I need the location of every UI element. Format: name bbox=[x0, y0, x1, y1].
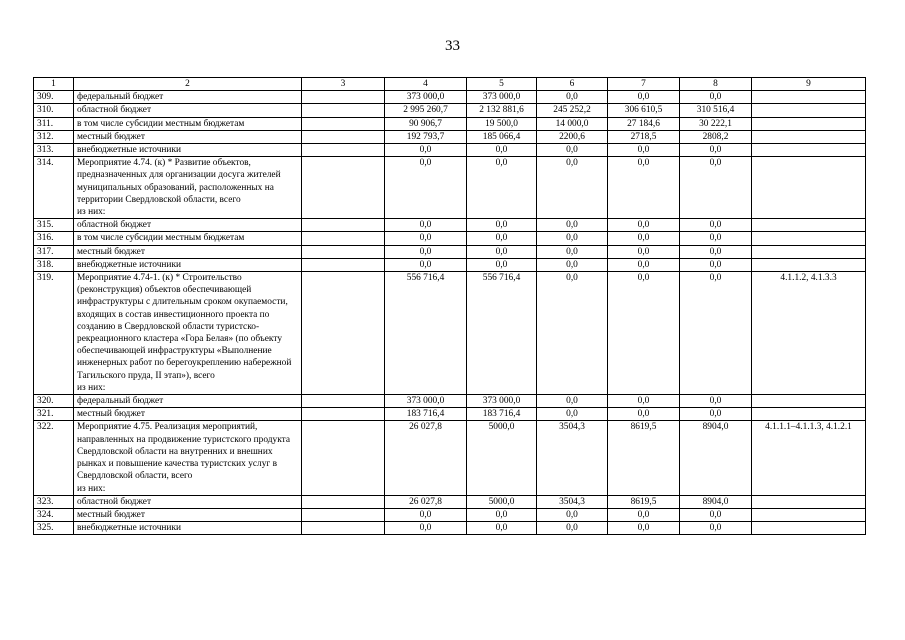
column-5-value: 0,0 bbox=[467, 232, 537, 245]
row-description: внебюджетные источники bbox=[74, 522, 302, 535]
column-7-value: 0,0 bbox=[608, 408, 680, 421]
table-row bbox=[34, 130, 866, 143]
column-4-value: 0,0 bbox=[385, 157, 467, 219]
row-number: 310. bbox=[34, 104, 74, 117]
row-number: 321. bbox=[34, 408, 74, 421]
column-4-value: 2 995 260,7 bbox=[385, 104, 467, 117]
column-9-reference bbox=[752, 117, 866, 130]
column-7-value: 0,0 bbox=[608, 272, 680, 395]
column-header: 6 bbox=[537, 78, 608, 91]
column-3-cell bbox=[302, 117, 385, 130]
row-number: 319. bbox=[34, 272, 74, 395]
column-6-value: 0,0 bbox=[537, 508, 608, 521]
row-number: 323. bbox=[34, 495, 74, 508]
column-5-value: 183 716,4 bbox=[467, 408, 537, 421]
column-7-value: 0,0 bbox=[608, 144, 680, 157]
column-9-reference bbox=[752, 258, 866, 271]
row-number: 312. bbox=[34, 130, 74, 143]
column-header: 5 bbox=[467, 78, 537, 91]
column-5-value: 373 000,0 bbox=[467, 395, 537, 408]
column-8-value: 0,0 bbox=[680, 219, 752, 232]
table-row bbox=[34, 408, 866, 421]
column-8-value: 0,0 bbox=[680, 408, 752, 421]
column-8-value: 0,0 bbox=[680, 508, 752, 521]
column-8-value: 0,0 bbox=[680, 91, 752, 104]
table-row bbox=[34, 245, 866, 258]
row-description: областной бюджет bbox=[74, 104, 302, 117]
column-7-value: 2718,5 bbox=[608, 130, 680, 143]
column-7-value: 306 610,5 bbox=[608, 104, 680, 117]
row-description: местный бюджет bbox=[74, 508, 302, 521]
row-description: Мероприятие 4.74-1. (к) * Строительство (реконструкция) объектов обеспечивающей инфраструктуры с длительным сроком окупаемости, входящих в состав инвестиционного проекта по созданию в Свердловской области туристско-рекреационного кластера «Гора Белая» (по объекту обеспечивающей инфраструктуры «Выполнение инженерных работ по берегоукреплению набережной Тагильского пруда, II этап»), всего из них: bbox=[74, 272, 302, 395]
table-row bbox=[34, 144, 866, 157]
column-3-cell bbox=[302, 395, 385, 408]
column-3-cell bbox=[302, 104, 385, 117]
table-row bbox=[34, 395, 866, 408]
column-4-value: 192 793,7 bbox=[385, 130, 467, 143]
row-number: 315. bbox=[34, 219, 74, 232]
column-6-value: 0,0 bbox=[537, 219, 608, 232]
column-4-value: 90 906,7 bbox=[385, 117, 467, 130]
column-9-reference bbox=[752, 522, 866, 535]
column-3-cell bbox=[302, 91, 385, 104]
row-description: федеральный бюджет bbox=[74, 91, 302, 104]
column-4-value: 556 716,4 bbox=[385, 272, 467, 395]
row-number: 318. bbox=[34, 258, 74, 271]
column-9-reference: 4.1.1.2, 4.1.3.3 bbox=[752, 272, 866, 395]
column-3-cell bbox=[302, 144, 385, 157]
column-3-cell bbox=[302, 421, 385, 495]
column-3-cell bbox=[302, 258, 385, 271]
column-4-value: 0,0 bbox=[385, 258, 467, 271]
column-8-value: 0,0 bbox=[680, 245, 752, 258]
row-description: в том числе субсидии местным бюджетам bbox=[74, 117, 302, 130]
column-9-reference bbox=[752, 495, 866, 508]
column-9-reference bbox=[752, 104, 866, 117]
row-description: федеральный бюджет bbox=[74, 395, 302, 408]
column-6-value: 3504,3 bbox=[537, 495, 608, 508]
column-6-value: 0,0 bbox=[537, 272, 608, 395]
column-7-value: 0,0 bbox=[608, 522, 680, 535]
table-row bbox=[34, 508, 866, 521]
table-row bbox=[34, 219, 866, 232]
table-row bbox=[34, 157, 866, 219]
row-number: 313. bbox=[34, 144, 74, 157]
column-3-cell bbox=[302, 130, 385, 143]
column-8-value: 30 222,1 bbox=[680, 117, 752, 130]
column-6-value: 0,0 bbox=[537, 522, 608, 535]
column-5-value: 373 000,0 bbox=[467, 91, 537, 104]
column-4-value: 0,0 bbox=[385, 522, 467, 535]
column-4-value: 0,0 bbox=[385, 245, 467, 258]
column-5-value: 0,0 bbox=[467, 144, 537, 157]
column-7-value: 0,0 bbox=[608, 508, 680, 521]
table-row bbox=[34, 421, 866, 495]
column-header: 3 bbox=[302, 78, 385, 91]
table-header-row bbox=[34, 78, 866, 91]
column-7-value: 8619,5 bbox=[608, 421, 680, 495]
column-4-value: 373 000,0 bbox=[385, 91, 467, 104]
row-number: 316. bbox=[34, 232, 74, 245]
column-4-value: 26 027,8 bbox=[385, 495, 467, 508]
column-5-value: 5000,0 bbox=[467, 495, 537, 508]
row-description: областной бюджет bbox=[74, 219, 302, 232]
table-row bbox=[34, 258, 866, 271]
column-5-value: 0,0 bbox=[467, 508, 537, 521]
row-description: областной бюджет bbox=[74, 495, 302, 508]
row-description: местный бюджет bbox=[74, 130, 302, 143]
column-5-value: 0,0 bbox=[467, 219, 537, 232]
column-9-reference bbox=[752, 508, 866, 521]
column-9-reference bbox=[752, 408, 866, 421]
table-row bbox=[34, 522, 866, 535]
column-4-value: 0,0 bbox=[385, 508, 467, 521]
column-3-cell bbox=[302, 522, 385, 535]
column-7-value: 0,0 bbox=[608, 91, 680, 104]
column-5-value: 2 132 881,6 bbox=[467, 104, 537, 117]
column-7-value: 27 184,6 bbox=[608, 117, 680, 130]
column-5-value: 556 716,4 bbox=[467, 272, 537, 395]
column-header: 7 bbox=[608, 78, 680, 91]
row-description: внебюджетные источники bbox=[74, 258, 302, 271]
column-3-cell bbox=[302, 219, 385, 232]
row-number: 322. bbox=[34, 421, 74, 495]
row-number: 320. bbox=[34, 395, 74, 408]
column-4-value: 0,0 bbox=[385, 232, 467, 245]
column-4-value: 183 716,4 bbox=[385, 408, 467, 421]
column-6-value: 0,0 bbox=[537, 245, 608, 258]
row-description: местный бюджет bbox=[74, 245, 302, 258]
column-5-value: 0,0 bbox=[467, 157, 537, 219]
column-3-cell bbox=[302, 272, 385, 395]
column-6-value: 245 252,2 bbox=[537, 104, 608, 117]
column-7-value: 0,0 bbox=[608, 232, 680, 245]
column-6-value: 0,0 bbox=[537, 395, 608, 408]
column-6-value: 3504,3 bbox=[537, 421, 608, 495]
row-number: 324. bbox=[34, 508, 74, 521]
column-6-value: 2200,6 bbox=[537, 130, 608, 143]
column-5-value: 0,0 bbox=[467, 258, 537, 271]
column-8-value: 2808,2 bbox=[680, 130, 752, 143]
row-description: внебюджетные источники bbox=[74, 144, 302, 157]
column-header: 9 bbox=[752, 78, 866, 91]
column-9-reference bbox=[752, 91, 866, 104]
column-4-value: 0,0 bbox=[385, 219, 467, 232]
row-number: 314. bbox=[34, 157, 74, 219]
row-number: 311. bbox=[34, 117, 74, 130]
budget-table bbox=[33, 77, 866, 535]
column-9-reference bbox=[752, 245, 866, 258]
row-number: 309. bbox=[34, 91, 74, 104]
row-number: 325. bbox=[34, 522, 74, 535]
column-8-value: 0,0 bbox=[680, 258, 752, 271]
column-4-value: 373 000,0 bbox=[385, 395, 467, 408]
column-3-cell bbox=[302, 495, 385, 508]
column-9-reference bbox=[752, 219, 866, 232]
column-6-value: 14 000,0 bbox=[537, 117, 608, 130]
column-5-value: 0,0 bbox=[467, 522, 537, 535]
table-row bbox=[34, 104, 866, 117]
column-8-value: 0,0 bbox=[680, 157, 752, 219]
table-row bbox=[34, 495, 866, 508]
table-row bbox=[34, 232, 866, 245]
column-5-value: 5000,0 bbox=[467, 421, 537, 495]
column-3-cell bbox=[302, 232, 385, 245]
column-3-cell bbox=[302, 157, 385, 219]
column-header: 2 bbox=[74, 78, 302, 91]
column-9-reference bbox=[752, 144, 866, 157]
column-8-value: 0,0 bbox=[680, 232, 752, 245]
column-9-reference: 4.1.1.1–4.1.1.3, 4.1.2.1 bbox=[752, 421, 866, 495]
column-8-value: 0,0 bbox=[680, 144, 752, 157]
row-description: в том числе субсидии местным бюджетам bbox=[74, 232, 302, 245]
row-number: 317. bbox=[34, 245, 74, 258]
column-8-value: 8904,0 bbox=[680, 421, 752, 495]
column-9-reference bbox=[752, 232, 866, 245]
column-7-value: 8619,5 bbox=[608, 495, 680, 508]
table-row bbox=[34, 272, 866, 395]
column-6-value: 0,0 bbox=[537, 144, 608, 157]
column-6-value: 0,0 bbox=[537, 157, 608, 219]
column-7-value: 0,0 bbox=[608, 395, 680, 408]
row-description: местный бюджет bbox=[74, 408, 302, 421]
column-8-value: 310 516,4 bbox=[680, 104, 752, 117]
column-8-value: 0,0 bbox=[680, 522, 752, 535]
column-3-cell bbox=[302, 508, 385, 521]
page-number: 33 bbox=[445, 38, 460, 54]
column-6-value: 0,0 bbox=[537, 232, 608, 245]
column-5-value: 19 500,0 bbox=[467, 117, 537, 130]
column-7-value: 0,0 bbox=[608, 157, 680, 219]
column-7-value: 0,0 bbox=[608, 258, 680, 271]
column-4-value: 26 027,8 bbox=[385, 421, 467, 495]
row-description: Мероприятие 4.75. Реализация мероприятий, направленных на продвижение туристского продукта Свердловской области на внутренних и внешних рынках и повышение качества туристских услуг в Свердловской области, всего из них: bbox=[74, 421, 302, 495]
column-9-reference bbox=[752, 395, 866, 408]
column-9-reference bbox=[752, 130, 866, 143]
row-description: Мероприятие 4.74. (к) * Развитие объектов, предназначенных для организации досуга жителей муниципальных образований, расположенных на территории Свердловской области, всего из них: bbox=[74, 157, 302, 219]
column-9-reference bbox=[752, 157, 866, 219]
column-7-value: 0,0 bbox=[608, 219, 680, 232]
column-6-value: 0,0 bbox=[537, 258, 608, 271]
column-8-value: 0,0 bbox=[680, 272, 752, 395]
table-row bbox=[34, 91, 866, 104]
column-6-value: 0,0 bbox=[537, 91, 608, 104]
column-header: 4 bbox=[385, 78, 467, 91]
column-8-value: 8904,0 bbox=[680, 495, 752, 508]
column-header: 1 bbox=[34, 78, 74, 91]
column-5-value: 0,0 bbox=[467, 245, 537, 258]
column-4-value: 0,0 bbox=[385, 144, 467, 157]
column-3-cell bbox=[302, 245, 385, 258]
column-8-value: 0,0 bbox=[680, 395, 752, 408]
column-3-cell bbox=[302, 408, 385, 421]
column-7-value: 0,0 bbox=[608, 245, 680, 258]
column-header: 8 bbox=[680, 78, 752, 91]
table-row bbox=[34, 117, 866, 130]
column-5-value: 185 066,4 bbox=[467, 130, 537, 143]
column-6-value: 0,0 bbox=[537, 408, 608, 421]
